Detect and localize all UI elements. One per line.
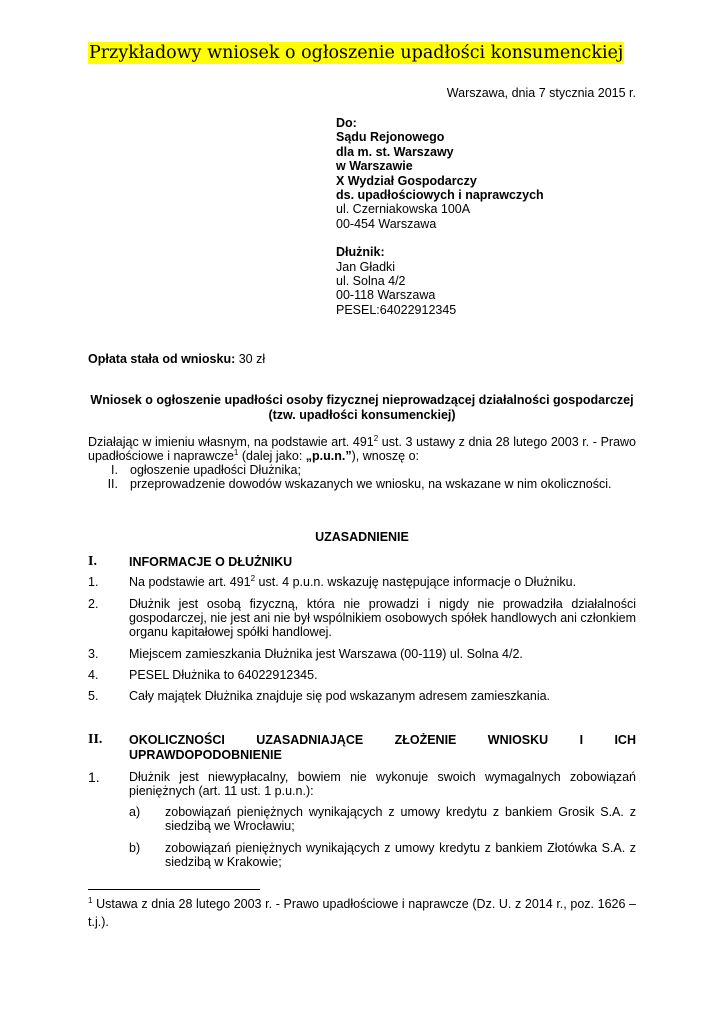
section-number: I. — [88, 554, 97, 569]
abbreviation: „p.u.n.” — [305, 449, 352, 463]
sub-item — [129, 805, 636, 833]
debtor-line: 00-118 Warszawa — [336, 288, 436, 303]
recipient-line: dla m. st. Warszawy — [336, 144, 454, 159]
intro-text: ), wnoszę o: — [351, 449, 419, 463]
debtor-line: Jan Gładki — [336, 259, 396, 274]
list-item — [88, 597, 636, 639]
list-item — [88, 575, 636, 589]
superscript: 2 — [373, 434, 379, 443]
recipient-line: ds. upadłościowych i naprawczych — [336, 188, 544, 203]
item-number: 3. — [88, 647, 99, 661]
recipient-line: X Wydział Gospodarczy — [336, 173, 477, 188]
sub-item-letter: b) — [129, 841, 141, 855]
fee-label: Opłata stała od wniosku: — [88, 352, 236, 366]
footnote — [88, 895, 636, 931]
document-date: Warszawa, dnia 7 stycznia 2015 r. — [446, 86, 636, 100]
superscript: 2 — [250, 574, 256, 583]
item-text-part: ust. 4 p.u.n. wskazuję następujące informacje o Dłużniku. — [255, 575, 577, 589]
item-number: 4. — [88, 668, 99, 682]
item-text: Dłużnik jest niewypłacalny, bowiem nie wykonuje swoich wymagalnych zobowiązań pieniężnych (art. 11 ust. 1 p.u.n.): — [129, 770, 636, 798]
recipient-line: Sądu Rejonowego — [336, 130, 445, 145]
document-title: Przykładowy wniosek o ogłoszenie upadłości konsumenckiej — [89, 43, 624, 63]
item-text: PESEL Dłużnika to 64022912345. — [129, 668, 318, 682]
recipient-block — [336, 116, 544, 317]
sub-item-letter: a) — [129, 805, 141, 819]
application-subtitle: (tzw. upadłości konsumenckiej) — [268, 408, 456, 422]
application-title — [88, 393, 636, 423]
item-number: 2. — [88, 597, 99, 611]
section-title: UPRAWDOPODOBNIENIE — [129, 747, 282, 762]
intro-text: Działając w imieniu własnym, na podstawie art. 491 — [88, 435, 374, 449]
list-item — [88, 689, 636, 703]
sub-item — [129, 841, 636, 869]
item-text: Miejscem zamieszkania Dłużnika jest Warszawa (00-119) ul. Solna 4/2. — [129, 647, 523, 661]
recipient-address-line: ul. Czerniakowska 100A — [336, 202, 471, 217]
intro-paragraph — [88, 435, 636, 463]
section-number: II. — [88, 732, 103, 747]
request-text: przeprowadzenie dowodów wskazanych we wniosku, na wskazane w nim okoliczności. — [130, 477, 612, 491]
list-item — [88, 770, 636, 798]
footnote-number: 1 — [88, 896, 93, 905]
item-text — [129, 575, 636, 589]
request-number: II. — [107, 477, 118, 491]
sub-item-text: zobowiązań pieniężnych wynikających z umowy kredytu z bankiem Grosik S.A. z siedzibą we Wrocławiu; — [165, 805, 636, 833]
section-heading — [88, 733, 636, 762]
item-number: 5. — [88, 689, 99, 703]
section-title: INFORMACJE O DŁUŻNIKU — [129, 555, 293, 569]
footnote-separator — [88, 889, 260, 890]
item-text: Dłużnik jest osobą fizyczną, która nie prowadzi i nigdy nie prowadziła działalności gospodarczej, nie jest ani nie był wspólnikiem osobowych spółek handlowych ani członkiem organu kapitałowej spółki handlowej. — [129, 597, 636, 639]
footnote-text: Ustawa z dnia 28 lutego 2003 r. - Prawo upadłościowe i naprawcze (Dz. U. z 2014 r., poz. 1626 – t.j.). — [88, 897, 636, 929]
debtor-line: ul. Solna 4/2 — [336, 274, 406, 289]
request-item — [88, 477, 636, 491]
section-title: OKOLICZNOŚCI UZASADNIAJĄCE ZŁOŻENIE WNIOSKU I ICH — [129, 733, 636, 747]
recipient-line: w Warszawie — [336, 159, 413, 174]
recipient-address-line: 00-454 Warszawa — [336, 216, 437, 231]
item-number: 1. — [88, 769, 100, 785]
debtor-line: PESEL:64022912345 — [336, 302, 457, 317]
list-item — [88, 647, 636, 661]
request-number: I. — [111, 463, 118, 477]
intro-text: (dalej jako: — [238, 449, 306, 463]
justification-heading: UZASADNIENIE — [315, 530, 409, 544]
application-title-line: Wniosek o ogłoszenie upadłości osoby fizycznej nieprowadzącej działalności gospodarczej — [90, 393, 634, 407]
section-heading — [88, 555, 636, 570]
debtor-label: Dłużnik: — [336, 245, 385, 260]
request-item — [88, 463, 636, 477]
item-number: 1. — [88, 575, 99, 589]
fee-line — [88, 352, 265, 366]
intro-text: ust. 3 ustawy z dnia 28 lutego 2003 r. - Prawo upadłościowe i naprawcze — [88, 435, 636, 463]
footnote-ref: 1 — [233, 448, 239, 457]
sub-item-text: zobowiązań pieniężnych wynikających z umowy kredytu z bankiem Złotówka S.A. z siedzibą w Krakowie; — [165, 841, 636, 869]
item-text-part: Na podstawie art. 491 — [129, 575, 251, 589]
fee-value: 30 zł — [235, 352, 266, 366]
request-text: ogłoszenie upadłości Dłużnika; — [130, 463, 301, 477]
recipient-label: Do: — [336, 116, 357, 130]
list-item — [88, 668, 636, 682]
item-text: Cały majątek Dłużnika znajduje się pod wskazanym adresem zamieszkania. — [129, 689, 551, 703]
